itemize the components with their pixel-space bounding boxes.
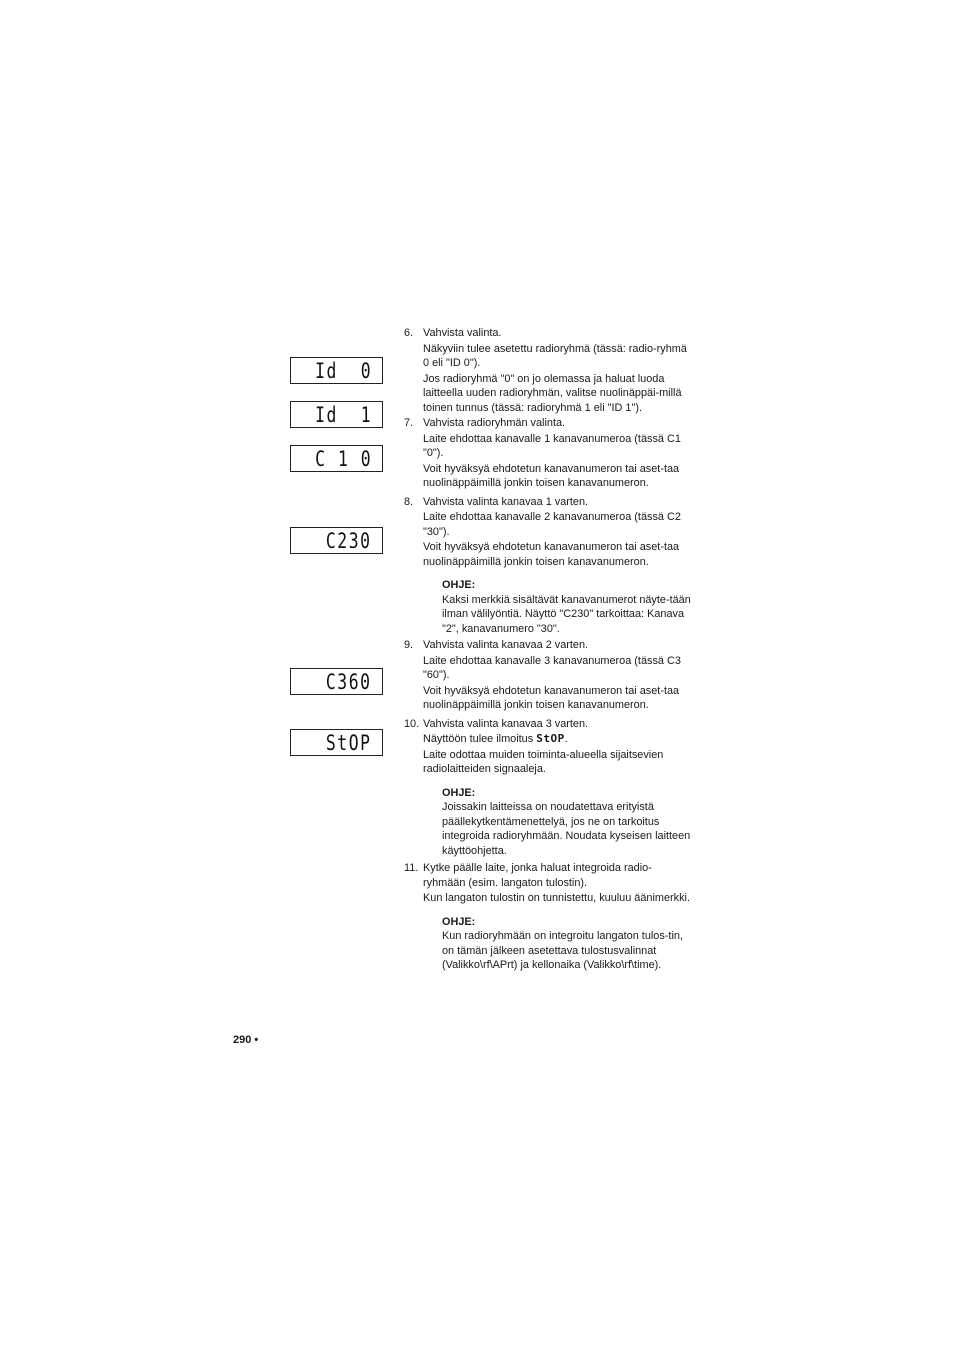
note-text: Joissakin laitteissa on noudatettava erityistä päällekytkentämenettelyä, jos ne on tarkoitus integroida radioryhmään. Noudata kyseisen laitteen käyttöohjetta. xyxy=(442,801,691,857)
note-title: OHJE: xyxy=(442,579,476,591)
step-text: Voit hyväksyä ehdotetun kanavanumeron tai aset-taa nuolinäppäimillä jonkin toisen kanavanumeron. xyxy=(423,462,680,489)
lcd-display-text: C 1 0 xyxy=(314,447,372,471)
note-title: OHJE: xyxy=(442,915,476,928)
step-number: 7. xyxy=(404,417,414,429)
lcd-display-text: Id 0 xyxy=(314,359,372,383)
step-number: 9. xyxy=(404,639,414,651)
note-box xyxy=(442,578,694,636)
step-number: 11. xyxy=(404,862,419,874)
lcd-display-text: C230 xyxy=(326,529,372,553)
step-text: Jos radioryhmä "0" on jo olemassa ja haluat luoda laitteella uuden radioryhmän, valitse nuolinäppäi-millä toinen tunnus (tässä: radioryhmä 1 eli "ID 1"). xyxy=(423,372,682,414)
step-6 xyxy=(404,326,694,415)
lcd-display-c230 xyxy=(290,527,383,554)
step-text: Laite ehdottaa kanavalle 2 kanavanumeroa (tässä C2 "30"). xyxy=(423,511,681,538)
note-box xyxy=(442,915,694,973)
step-text: Vahvista valinta kanavaa 2 varten. xyxy=(423,639,589,651)
step-text: Laite odottaa muiden toiminta-alueella sijaitsevien radiolaitteiden signaaleja. xyxy=(423,748,664,775)
lcd-display-id1 xyxy=(290,401,383,428)
step-7 xyxy=(404,416,694,491)
step-text: Vahvista valinta kanavaa 1 varten. xyxy=(423,495,589,508)
lcd-display-c360 xyxy=(290,668,383,695)
inline-lcd-stop: StOP xyxy=(536,732,565,745)
step-number: 10. xyxy=(404,717,420,730)
step-10 xyxy=(404,717,694,777)
step-8 xyxy=(404,495,694,570)
step-text: Vahvista valinta kanavaa 3 varten. xyxy=(423,717,589,730)
lcd-display-c10 xyxy=(290,445,383,472)
note-text: Kun radioryhmään on integroitu langaton tulos-tin, on tämän jälkeen asetettava tulostusvalinnat (Valikko\rf\APrt) ja kellonaika (Valikko\rf\time). xyxy=(442,930,683,971)
instructions xyxy=(404,326,694,975)
step-text: Laite ehdottaa kanavalle 1 kanavanumeroa (tässä C1 "0"). xyxy=(423,432,681,459)
step-number: 6. xyxy=(404,327,414,339)
step-text: Vahvista valinta. xyxy=(423,327,502,339)
step-text: Voit hyväksyä ehdotetun kanavanumeron tai aset-taa nuolinäppäimillä jonkin toisen kanavanumeron. xyxy=(423,684,680,711)
lcd-display-stop xyxy=(290,729,383,756)
step-11 xyxy=(404,861,694,906)
step-text: Näkyviin tulee asetettu radioryhmä (tässä: radio-ryhmä 0 eli "ID 0"). xyxy=(423,342,687,369)
step-text: Kytke päälle laite, jonka haluat integroida radio-ryhmään (esim. langaton tulostin). xyxy=(423,862,652,889)
lcd-display-text: Id 1 xyxy=(314,403,372,427)
step-text: Laite ehdottaa kanavalle 3 kanavanumeroa (tässä C3 "60"). xyxy=(423,654,681,681)
lcd-display-id0 xyxy=(290,357,383,384)
step-text-part: . xyxy=(564,733,568,745)
step-text: Voit hyväksyä ehdotetun kanavanumeron tai aset-taa nuolinäppäimillä jonkin toisen kanavanumeron. xyxy=(423,541,680,568)
step-text-part: Näyttöön tulee ilmoitus xyxy=(423,733,537,745)
step-text: Kun langaton tulostin on tunnistettu, kuuluu äänimerkki. xyxy=(423,892,690,904)
step-text: Vahvista radioryhmän valinta. xyxy=(423,417,566,429)
note-title: OHJE: xyxy=(442,786,476,799)
note-text: Kaksi merkkiä sisältävät kanavanumerot näyte-tään ilman välilyöntiä. Näyttö "C230" tarkoittaa: Kanava "2", kanavanumero "30". xyxy=(442,593,691,635)
lcd-display-text: C360 xyxy=(326,670,372,694)
page-number: 290 • xyxy=(233,1034,259,1046)
step-text xyxy=(423,732,694,747)
step-9 xyxy=(404,638,694,713)
step-number: 8. xyxy=(404,495,414,508)
lcd-display-text: StOP xyxy=(326,731,372,755)
note-box xyxy=(442,786,694,859)
